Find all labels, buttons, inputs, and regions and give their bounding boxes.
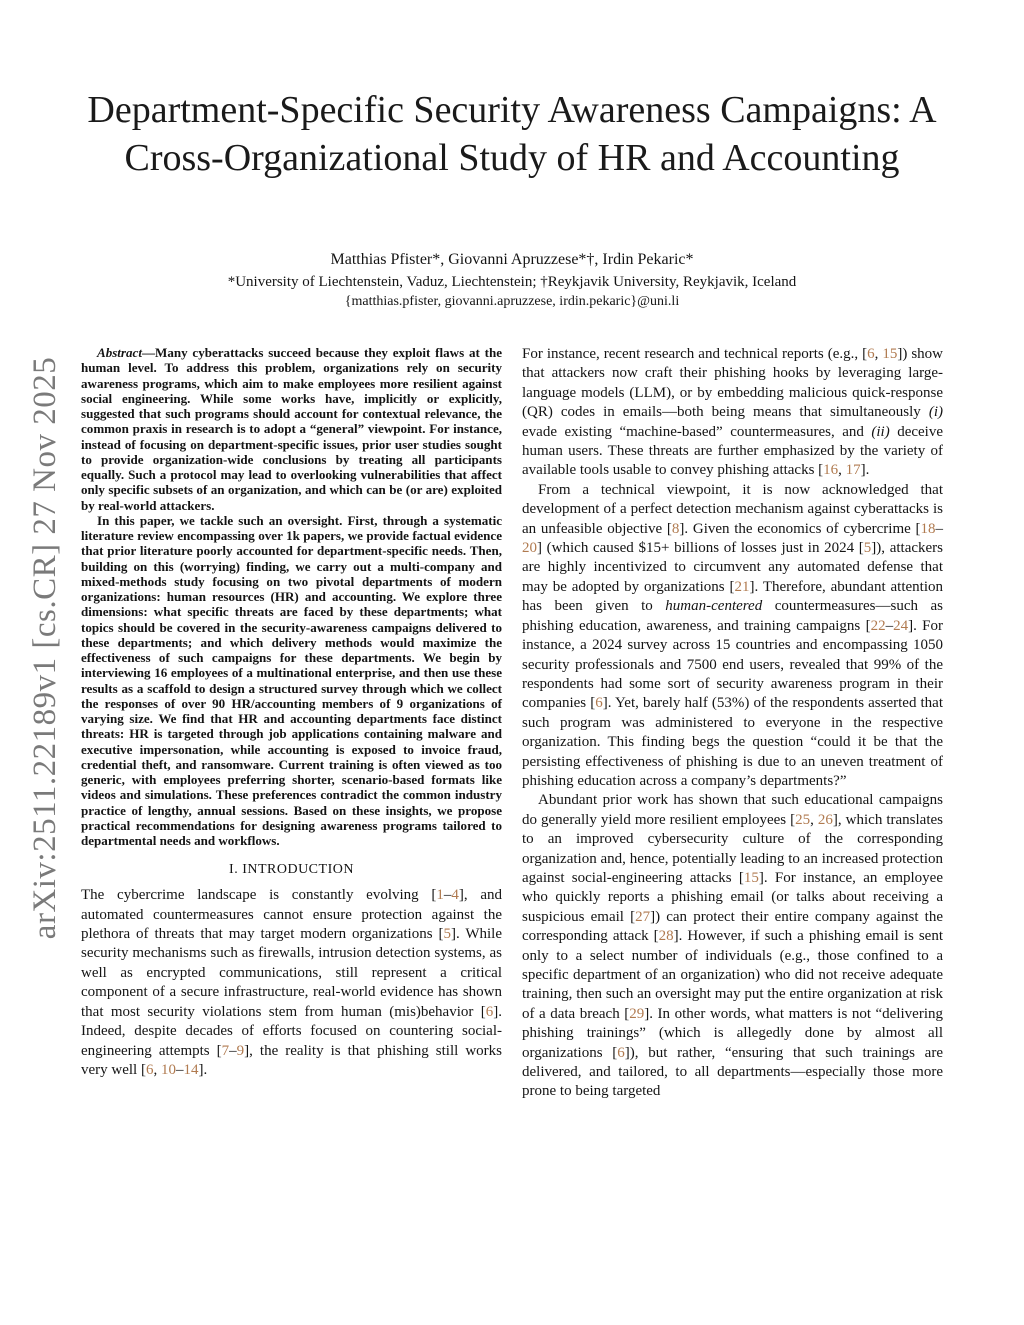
intro-paragraph-4: Abundant prior work has shown that such educational campaigns do generally yield more resilient employees [25, 26], which translates to an improved cybersecurity culture of the corresponding organization and, hence, potentially leading to an increased protection against social-engineering attacks [15]. For instance, an employee who quickly reports a phishing email (or talks about receiving a suspicious email [27]) can protect their entire company against the corresponding attack [28]. However, if such a phishing email is sent only to a select number of individuals (e.g., those confined to a specific department of an organization) who did not receive adequate training, then such an oversight may put the entire organization at risk of a data breach [29]. In other words, what matters is not “delivering phishing trainings” (which is allegedly done by almost all organizations [6]), but rather, “ensuring that such trainings are delivered, and tailored, to all departments—especially those more prone to being targeted <box>522 792 943 1100</box>
intro-paragraph-1: The cybercrime landscape is constantly evolving [1–4], and automated countermeasures cannot ensure protection against the plethora of threats that may target modern organizations [5]. While security mechanisms such as firewalls, intrusion detection systems, as well as encrypted communications, still represent a critical component of a secure infrastructure, real-world evidence has shown that most security violations stem from human (mis)behavior [6]. Indeed, despite decades of efforts focused on countering social-engineering attempts [7–9], the reality is that phishing still works very well [6, 10–14]. <box>81 887 503 1078</box>
citation-link[interactable]: 18 <box>920 520 936 537</box>
arxiv-identifier: arXiv:2511.22189v1 [cs.CR] 27 Nov 2025 <box>27 356 63 940</box>
citation-link[interactable]: 28 <box>658 928 674 945</box>
right-column <box>522 345 943 1102</box>
citation-link[interactable]: 17 <box>845 462 861 479</box>
citation-link[interactable]: 27 <box>635 908 651 925</box>
citation-link[interactable]: 26 <box>817 811 833 828</box>
citation-link[interactable]: 6 <box>595 695 603 712</box>
abstract-paragraph-1: —Many cyberattacks succeed because they exploit flaws at the human level. To address this problem, organizations rely on security awareness programs, which aim to make employees more resilient against social engineering. While some works have, implicitly or explicitly, suggested that such programs should account for contextual relevance, the common praxis in research is to adopt a “general” viewpoint. For instance, instead of focusing on department-specific issues, prior user studies sought to provide organization-wide conclusions by treating all participants equally. Such a protocol may lead to overlooking vulnerabilities that affect only specific subsets of an organization, and which can be (or are) exploited by real-world attackers. <box>81 345 502 513</box>
citation-link[interactable]: 21 <box>734 578 750 595</box>
citation-link[interactable]: 6 <box>145 1061 154 1078</box>
left-column <box>81 345 502 1080</box>
citation-link[interactable]: 15 <box>743 869 759 886</box>
citation-link[interactable]: 6 <box>867 346 875 362</box>
citation-link[interactable]: 16 <box>823 462 839 479</box>
citation-link[interactable]: 5 <box>863 540 872 557</box>
citation-link[interactable]: 6 <box>617 1044 625 1061</box>
citation-link[interactable]: 24 <box>893 617 909 634</box>
intro-paragraph-3: From a technical viewpoint, it is now acknowledged that development of a perfect detection mechanism against cyberattacks is an unfeasible objective [8]. Given the economics of cybercrime [18–20] (which caused $15+ billions of losses just in 2024 [5]), attackers are highly incentivized to circumvent any automated defense that may be adopted by organizations [21]. Therefore, abundant attention has been given to human-centered countermeasures—such as phishing education, awareness, and training campaigns [22–24]. For instance, a 2024 survey across 15 countries and encompassing 1050 security professionals and 7500 end users, revealed that 99% of the respondents had some sort of security awareness program in their companies [6]. Yet, barely half (53%) of the respondents asserted that such program was administered to everyone in the respective organization. This finding begs the question “could it be that the persisting effectiveness of phishing is due to an uneven treatment of phishing education across a company’s departments?” <box>522 481 944 789</box>
citation-link[interactable]: 14 <box>183 1061 199 1078</box>
citation-link[interactable]: 9 <box>236 1042 245 1059</box>
citation-link[interactable]: 7 <box>221 1042 230 1059</box>
citation-link[interactable]: 25 <box>795 811 811 828</box>
citation-link[interactable]: 22 <box>870 617 886 634</box>
abstract-paragraph-2: In this paper, we tackle such an oversight. First, through a systematic literature review encompassing over 1k papers, we provide factual evidence that prior literature poorly accounted for department-specific needs. Then, building on this (worrying) finding, we carry out a multi-company and mixed-methods study focusing on two pivotal departments of modern organizations: human resources (HR) and accounting. We explore three dimensions: what specific threats are faced by these departments; what topics should be covered in the security-awareness campaigns delivered to these departments; and which delivery methods would maximize the effectiveness of such campaigns for these departments. We begin by interviewing 16 employees of a multinational enterprise, and then use these results as a scaffold to design a structured survey through which we collect the responses of over 90 HR/accounting members of 9 organizations of varying size. We find that HR and accounting departments face distinct threats: HR is targeted through job applications containing malware and executive impersonation, while accounting is exposed to invoice fraud, credential theft, and ransomware. Current training is often viewed as too generic, with employees preferring shorter, scenario-based formats like videos and simulations. These preferences contradict the common industry practice of lengthy, annual sessions. Based on these insights, we propose practical recommendations for designing awareness programs tailored to departmental needs and workflows. <box>81 512 502 848</box>
citation-link[interactable]: 1 <box>436 887 444 904</box>
paper-title: Department-Specific Security Awareness Campaigns: A Cross-Organizational Study of HR and Accounting <box>87 89 937 179</box>
section-heading-introduction: I. INTRODUCTION <box>229 862 354 878</box>
abstract-label: Abstract <box>97 345 142 360</box>
citation-link[interactable]: 29 <box>629 1005 645 1022</box>
author-list: Matthias Pfister*, Giovanni Apruzzese*†, Irdin Pekaric* <box>330 251 694 268</box>
affiliations: *University of Liechtenstein, Vaduz, Liechtenstein; †Reykjavik University, Reykjavik, Iceland <box>227 274 797 290</box>
intro-paragraph-2: For instance, recent research and technical reports (e.g., [6, 15]) show that attackers now craft their phishing hooks by leveraging large-language models (LLM), or by embedding malicious quick-response (QR) codes in emails—both being means that simultaneously (i) evade existing “machine-based” countermeasures, and (ii) deceive human users. These threats are further emphasized by the variety of available tools usable to convey phishing attacks [16, 17]. <box>522 346 944 479</box>
author-emails: {matthias.pfister, giovanni.apruzzese, irdin.pekaric}@uni.li <box>344 294 680 309</box>
citation-link[interactable]: 6 <box>485 1003 494 1020</box>
citation-link[interactable]: 20 <box>522 540 537 557</box>
citation-link[interactable]: 5 <box>443 926 451 943</box>
citation-link[interactable]: 8 <box>671 520 680 537</box>
citation-link[interactable]: 15 <box>882 346 898 362</box>
citation-link[interactable]: 4 <box>451 887 459 904</box>
abstract <box>81 345 502 848</box>
citation-link[interactable]: 10 <box>160 1061 176 1078</box>
